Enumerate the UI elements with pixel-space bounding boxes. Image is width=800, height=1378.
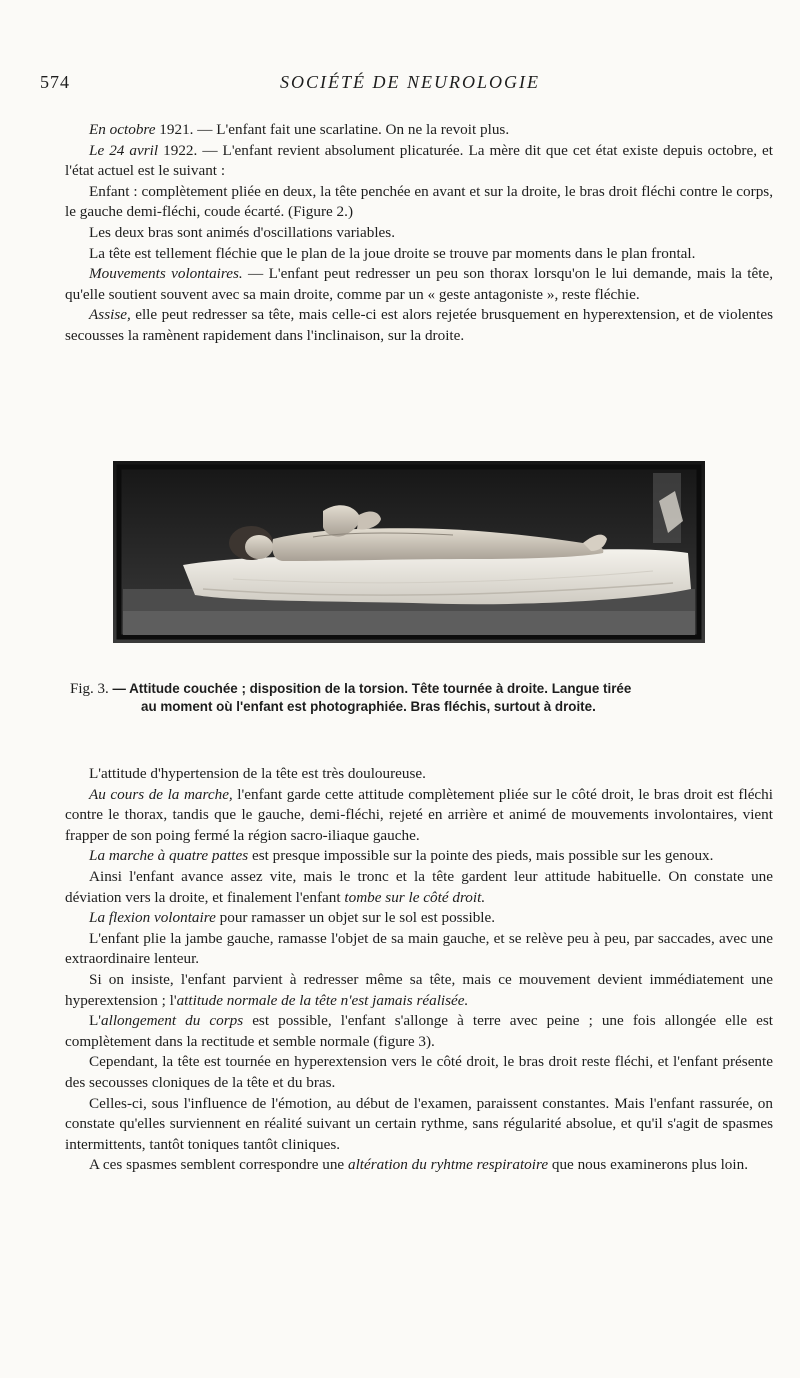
italic-run: Mouvements volontaires. bbox=[89, 265, 243, 283]
text-run: La tête est tellement fléchie que le plan de la joue droite se trouve par moments dans le plan frontal. bbox=[89, 244, 696, 262]
paragraph bbox=[65, 182, 773, 223]
paragraph bbox=[65, 764, 773, 785]
text-run: L'enfant plie la jambe gauche, ramasse l'objet de sa main gauche, et se relève peu à peu, par saccades, avec une extraordinaire lenteur. bbox=[65, 929, 773, 968]
paragraph bbox=[65, 141, 773, 182]
text-run: Celles-ci, sous l'influence de l'émotion, au début de l'examen, paraissent constantes. Mais l'enfant rassurée, on constate qu'elles surviennent en réalité suivant un certain rythme, sans régularité absolue, et qu'il s'agit de spasmes intermittents, tantôt toniques tantôt cliniques. bbox=[65, 1094, 773, 1153]
paragraph bbox=[65, 264, 773, 305]
running-title: SOCIÉTÉ DE NEUROLOGIE bbox=[280, 72, 540, 92]
figure-caption bbox=[70, 680, 770, 716]
bottom-text-block bbox=[65, 764, 773, 1176]
caption-text-2: au moment où l'enfant est photographiée. Bras fléchis, surtout à droite. bbox=[141, 699, 596, 714]
paragraph bbox=[65, 867, 773, 908]
paragraph bbox=[65, 244, 773, 265]
caption-label: Fig. 3. bbox=[70, 681, 109, 697]
page-number: 574 bbox=[40, 72, 70, 92]
italic-run: Assise, bbox=[89, 306, 131, 324]
italic-run: tombe sur le côté droit. bbox=[344, 888, 486, 906]
text-run: Ainsi l'enfant avance assez vite, mais le tronc et la tête gardent leur attitude habituelle. On constate une déviation vers la droite, et finalement l'enfant bbox=[65, 867, 773, 906]
text-run: elle peut redresser sa tête, mais celle-ci est alors rejetée brusquement en hyperextension, et de violentes secousses la ramènent rapidement dans l'inclinaison, sur la droite. bbox=[65, 306, 773, 344]
paragraph bbox=[65, 970, 773, 1011]
paragraph bbox=[65, 1094, 773, 1156]
italic-run: Le 24 avril bbox=[89, 141, 159, 159]
paragraph bbox=[65, 785, 773, 847]
text-run: L'attitude d'hypertension de la tête est très douloureuse. bbox=[89, 765, 426, 782]
figure-3-photograph bbox=[113, 461, 705, 643]
italic-run: Au cours de la marche, bbox=[89, 785, 233, 803]
italic-run: allongement du corps bbox=[101, 1012, 244, 1030]
caption-line-2 bbox=[70, 698, 770, 716]
text-run: — L'enfant peut redresser un peu son thorax lorsqu'on le lui demande, mais la tête, qu'elle soutient souvent avec sa main droite, comme par un « geste antagoniste », reste fléchie. bbox=[65, 265, 774, 303]
italic-run: La marche à quatre pattes bbox=[89, 847, 249, 865]
paragraph bbox=[65, 1052, 773, 1093]
italic-run: altération du ryhtme respiratoire bbox=[347, 1156, 549, 1174]
paragraph bbox=[65, 1011, 773, 1052]
text-run: Les deux bras sont animés d'oscillations variables. bbox=[89, 223, 395, 241]
text-run: Enfant : complètement pliée en deux, la tête penchée en avant et sur la droite, le bras droit fléchi contre le corps, le gauche demi-fléchi, coude écarté. (Figure 2.) bbox=[65, 182, 773, 221]
text-run: Cependant, la tête est tournée en hyperextension vers le côté droit, le bras droit reste fléchi, et l'enfant présente des secousses cloniques de la tête et du bras. bbox=[65, 1053, 773, 1091]
italic-run: La flexion volontaire bbox=[89, 909, 216, 927]
top-text-block bbox=[65, 120, 773, 347]
italic-run: attitude normale de la tête n'est jamais réalisée. bbox=[176, 991, 469, 1009]
text-run: Si on insiste, l'enfant parvient à redresser même sa tête, mais ce mouvement devient immédiatement une hyperextension ; l' bbox=[65, 970, 773, 1009]
paragraph bbox=[65, 908, 773, 929]
caption-line-1 bbox=[70, 680, 770, 698]
paragraph bbox=[65, 223, 773, 244]
text-run: A ces spasmes semblent correspondre une bbox=[89, 1156, 348, 1174]
paragraph bbox=[65, 929, 773, 970]
page-header bbox=[40, 72, 780, 102]
text-run: L' bbox=[89, 1012, 102, 1030]
text-run: que nous examinerons plus loin. bbox=[548, 1156, 749, 1174]
text-run: est possible, l'enfant s'allonge à terre avec peine ; une fois allongée elle est complètement dans la rectitude et semble normale (figure 3). bbox=[65, 1012, 773, 1050]
text-run: 1922. — L'enfant revient absolument plicaturée. La mère dit que cet état existe depuis octobre, et l'état actuel est le suivant : bbox=[65, 141, 773, 180]
paragraph bbox=[65, 846, 773, 867]
text-run: l'enfant garde cette attitude complètement pliée sur le côté droit, le bras droit est fléchi contre le thorax, tandis que le gauche, demi-fléchi, rejeté en arrière et animé de mouvements involontaires, vient frapper de son poing fermé la région sacro-iliaque gauche. bbox=[65, 785, 773, 844]
paragraph bbox=[65, 305, 773, 346]
text-run: 1921. — L'enfant fait une scarlatine. On ne la revoit plus. bbox=[155, 121, 510, 138]
italic-run: En octobre bbox=[89, 121, 156, 138]
text-run: pour ramasser un objet sur le sol est possible. bbox=[215, 909, 496, 927]
caption-text-1: — Attitude couchée ; disposition de la torsion. Tête tournée à droite. Langue tirée bbox=[108, 681, 632, 696]
photograph-reclining-child bbox=[113, 461, 705, 643]
paragraph bbox=[65, 120, 773, 141]
paragraph bbox=[65, 1155, 773, 1176]
text-run: est presque impossible sur la pointe des pieds, mais possible sur les genoux. bbox=[248, 847, 714, 865]
